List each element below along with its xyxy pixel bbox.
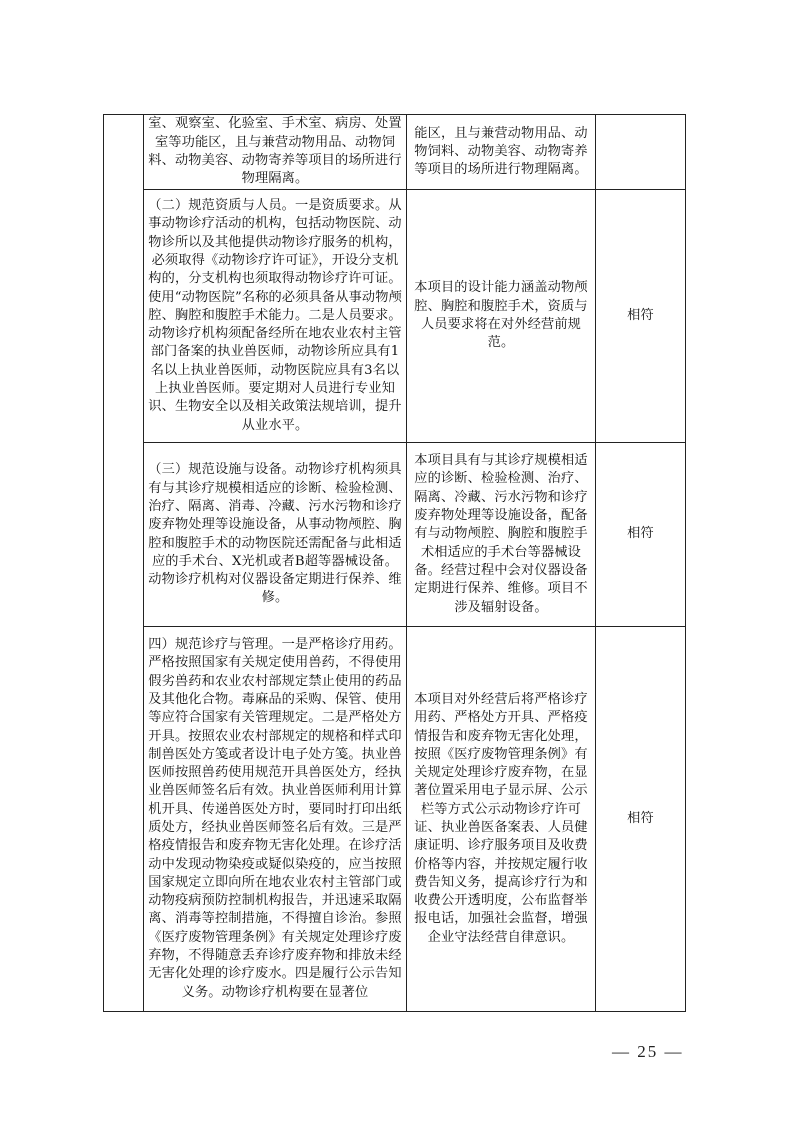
analysis-cell: 本项目的设计能力涵盖动物颅腔、胸腔和腹腔手术，资质与人员要求将在对外经营前规范。 [407, 190, 596, 443]
conclusion-cell: 相符 [596, 627, 686, 1012]
requirement-cell: （三）规范设施与设备。动物诊疗机构须具有与其诊疗规模相适应的诊断、检验检测、治疗、隔离、消毒、冷藏、污水污物和诊疗废弃物处理等设施设备，从事动物颅腔、胸腔和腹腔手术的动物医院还需配备与此相适应的手术台、X光机或者B超等器械设备。动物诊疗机构对仪器设备定期进行保养、维修。 [144, 443, 407, 627]
conclusion-cell [596, 115, 686, 190]
table-row [104, 627, 686, 1012]
requirement-cell: 四）规范诊疗与管理。一是严格诊疗用药。严格按照国家有关规定使用兽药，不得使用假劣兽药和农业农村部规定禁止使用的药品及其他化合物。毒麻品的采购、保管、使用等应符合国家有关管理规定。二是严格处方开具。按照农业农村部规定的规格和样式印制兽医处方笺或者设计电子处方笺。执业兽医师按照兽药使用规范开具兽医处方，经执业兽医师签名后有效。执业兽医师利用计算机开具、传递兽医处方时，要同时打印出纸质处方，经执业兽医师签名后有效。三是严格疫情报告和废弃物无害化处理。在诊疗活动中发现动物染疫或疑似染疫的，应当按照国家规定立即向所在地农业农村主管部门或动物疫病预防控制机构报告，并迅速采取隔离、消毒等控制措施，不得擅自诊治。参照《医疗废物管理条例》有关规定处理诊疗废弃物，不得随意丢弃诊疗废弃物和排放未经无害化处理的诊疗废水。四是履行公示告知义务。动物诊疗机构要在显著位 [144, 627, 407, 1012]
analysis-cell: 本项目对外经营后将严格诊疗用药、严格处方开具、严格疫情报告和废弃物无害化处理，按照《医疗废物管理条例》有关规定处理诊疗废弃物，在显著位置采用电子显示屏、公示栏等方式公示动物诊疗许可证、执业兽医备案表、人员健康证明、诊疗服务项目及收费价格等内容，并按规定履行收费告知义务，提高诊疗行为和收费公开透明度，公布监督举报电话，加强社会监督，增强企业守法经营自律意识。 [407, 627, 596, 1012]
conclusion-cell: 相符 [596, 443, 686, 627]
analysis-cell: 本项目具有与其诊疗规模相适应的诊断、检验检测、治疗、隔离、冷藏、污水污物和诊疗废弃物处理等设施设备，配备有与动物颅腔、胸腔和腹腔手术相适应的手术台等器械设备。经营过程中会对仪器设备定期进行保养、维修。项目不涉及辐射设备。 [407, 443, 596, 627]
analysis-cell: 能区，且与兼营动物用品、动物饲料、动物美容、动物寄养等项目的场所进行物理隔离。 [407, 115, 596, 190]
compliance-table [103, 114, 686, 1012]
requirement-cell: 室、观察室、化验室、手术室、病房、处置室等功能区，且与兼营动物用品、动物饲料、动物美容、动物寄养等项目的场所进行物理隔离。 [144, 115, 407, 190]
category-cell [104, 115, 144, 1012]
table-row [104, 115, 686, 190]
requirement-cell: （二）规范资质与人员。一是资质要求。从事动物诊疗活动的机构，包括动物医院、动物诊所以及其他提供动物诊疗服务的机构，必须取得《动物诊疗许可证》，开设分支机构的，分支机构也须取得动物诊疗许可证。使用“动物医院”名称的必须具备从事动物颅腔、胸腔和腹腔手术能力。二是人员要求。动物诊疗机构须配备经所在地农业农村主管部门备案的执业兽医师，动物诊所应具有1名以上执业兽医师，动物医院应具有3名以上执业兽医师。要定期对人员进行专业知识、生物安全以及相关政策法规培训，提升从业水平。 [144, 190, 407, 443]
table-row [104, 190, 686, 443]
conclusion-cell: 相符 [596, 190, 686, 443]
table-row [104, 443, 686, 627]
page-number: — 25 — [612, 1042, 684, 1061]
